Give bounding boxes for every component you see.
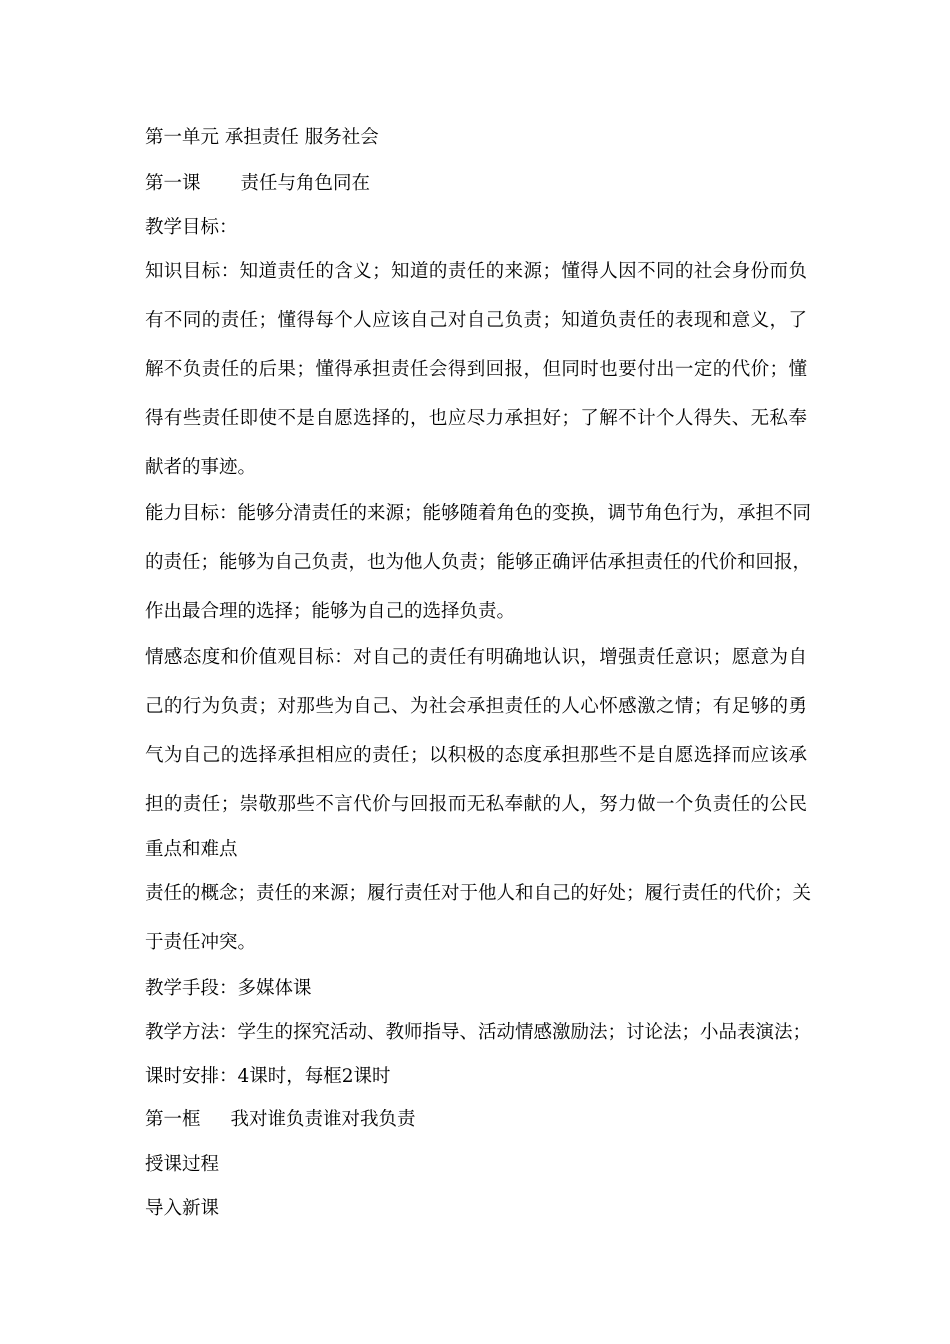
knowledge-line: 知识目标：知道责任的含义；知道的责任的来源；懂得人因不同的社会身份而负 — [145, 261, 807, 282]
frame-label: 第一框 — [145, 1109, 201, 1130]
knowledge-line: 献者的事迹。 — [145, 457, 257, 478]
knowledge-line: 得有些责任即使不是自愿选择的，也应尽力承担好；了解不计个人得失、无私奉 — [145, 408, 807, 429]
knowledge-line: 解不负责任的后果；懂得承担责任会得到回报，但同时也要付出一定的代价；懂 — [145, 359, 807, 380]
frame-title: 我对谁负责谁对我负责 — [230, 1109, 416, 1130]
key-points-line: 于责任冲突。 — [145, 932, 257, 953]
key-points-line: 责任的概念；责任的来源；履行责任对于他人和自己的好处；履行责任的代价；关 — [145, 883, 812, 904]
ability-line: 作出最合理的选择；能够为自己的选择负责。 — [145, 601, 516, 622]
emotion-line: 气为自己的选择承担相应的责任；以积极的态度承担那些不是自愿选择而应该承 — [145, 745, 807, 766]
teaching-means: 教学手段：多媒体课 — [145, 978, 312, 999]
process-heading: 授课过程 — [145, 1154, 220, 1175]
lesson-title: 责任与角色同在 — [240, 173, 371, 194]
teaching-methods: 教学方法：学生的探究活动、教师指导、活动情感激励法；讨论法；小品表演法； — [145, 1022, 812, 1043]
ability-line: 的责任；能够为自己负责，也为他人负责；能够正确评估承担责任的代价和回报， — [145, 552, 812, 573]
frame-heading — [145, 1108, 416, 1132]
class-schedule: 课时安排：4课时，每框2课时 — [145, 1066, 391, 1087]
unit-title: 第一单元 承担责任 服务社会 — [145, 127, 379, 148]
ability-line: 能力目标：能够分清责任的来源；能够随着角色的变换，调节角色行为，承担不同 — [145, 503, 812, 524]
lesson-heading — [145, 172, 370, 196]
key-points-heading: 重点和难点 — [145, 839, 238, 860]
intro-heading: 导入新课 — [145, 1198, 220, 1219]
emotion-line: 己的行为负责；对那些为自己、为社会承担责任的人心怀感激之情；有足够的勇 — [145, 696, 807, 717]
objectives-heading: 教学目标： — [145, 217, 238, 238]
emotion-line: 情感态度和价值观目标：对自己的责任有明确地认识，增强责任意识；愿意为自 — [145, 647, 807, 668]
emotion-line: 担的责任；崇敬那些不言代价与回报而无私奉献的人，努力做一个负责任的公民 — [145, 794, 807, 815]
knowledge-line: 有不同的责任；懂得每个人应该自己对自己负责；知道负责任的表现和意义，了 — [145, 310, 807, 331]
lesson-label: 第一课 — [145, 173, 201, 194]
